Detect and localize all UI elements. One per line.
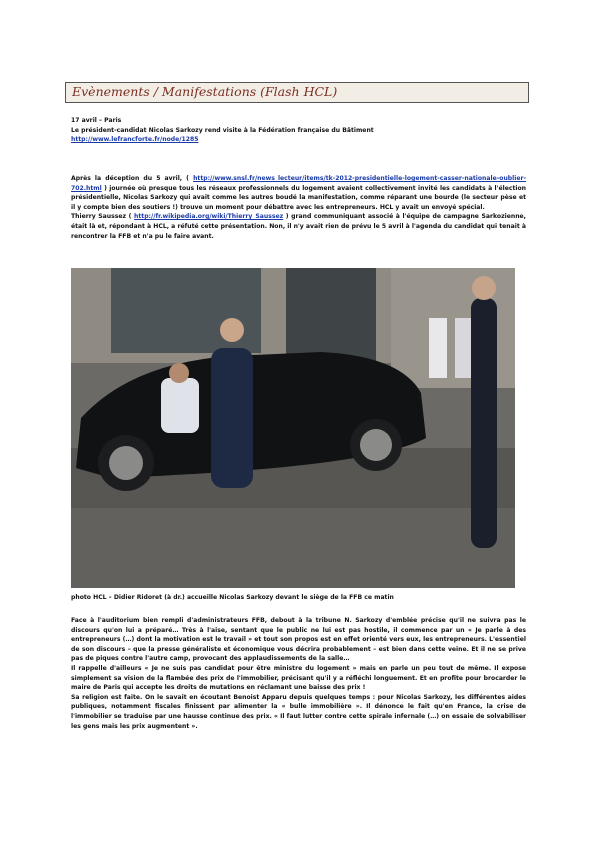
intro-paragraph-1 — [71, 174, 526, 212]
intro-text — [71, 174, 526, 241]
body-paragraph-1: Face à l'auditorium bien rempli d'administrateurs FFB, debout à la tribune N. Sarkozy d'emblée précise qu'il ne suivra pas le discours qu'on lui a préparé… Très à l'aise, sentant que le public ne lui est pas hostile, il commence par un « Je parle à des entrepreneurs (…) dont la motivation est le travail » et tout son propos est en effet orienté vers eux, les entrepreneurs. L'essentiel de son discours – que la presse généraliste et économique vous décrira probablement – est bien dans cette veine. Et il ne se prive pas de piques contre l'autre camp, provocant des applaudissements de la salle… — [71, 617, 526, 663]
article-headline: Le président-candidat Nicolas Sarkozy rend visite à la Fédération française du Bâtiment — [71, 126, 374, 134]
body-paragraph-3: Sa religion est faite. On le savait en écoutant Benoist Apparu depuis quelques temps : pour Nicolas Sarkozy, les différentes aides publiques, notamment fiscales finissent par alimenter la « bulle immobilière ». Il dénonce le fait qu'en France, la crise de l'immobilier se traduise par une hausse continue des prix. « Il faut lutter contre cette spirale infernale (…) on essaie de solvabiliser les gens mais les prix augmentent ». — [71, 693, 526, 730]
photo-illustration — [71, 268, 515, 588]
photo-caption: photo HCL – Didier Ridoret (à dr.) accueille Nicolas Sarkozy devant le siège de la FFB ce matin — [71, 594, 394, 601]
section-banner — [65, 82, 529, 103]
article-header — [71, 116, 526, 145]
intro-p2-start: Thierry Saussez ( — [71, 213, 132, 221]
intro-p1-start: Après la déception du 5 avril, ( — [71, 175, 189, 182]
intro-p1-end: ) journée où presque tous les réseaux professionnels du logement avaient collectivement invité les candidats à l'élection présidentielle, Nicolas Sarkozy qui avait comme les autres boudé la manifestation, comme réparant une bourde (le secteur pèse et il y compte bien des soutiers !) trouve un moment pour débattre avec les entrepreneurs. HCL y avait un envoyé spécial. — [71, 184, 526, 211]
article-body — [71, 616, 526, 731]
wikipedia-link[interactable]: http://fr.wikipedia.org/wiki/Thierry_Saussez — [134, 213, 284, 221]
body-paragraph-2: Il rappelle d'ailleurs « Je ne suis pas candidat pour être ministre du logement » mais en parle un peu tout de même. Il expose simplement sa vision de la flambée des prix de l'immobilier, précisant qu'il y a réfléchi longuement. Et en profite pour brocarder le maire de Paris qui accepte les droits de mutations en réclamant une baisse des prix ! — [71, 664, 526, 692]
intro-p2-end: ) grand communiquant associé à l'équipe de campagne Sarkozienne, était là et, répondant à HCL, a réfuté cette présentation. Non, il n'y avait rien de prévu le 5 avril à l'agenda du candidat qui tenait à rencontrer la FFB et n'a pu le faire avant. — [71, 213, 526, 240]
article-link[interactable]: http://www.lefrancforte.fr/node/1285 — [71, 136, 199, 144]
section-title: Evènements / Manifestations (Flash HCL) — [72, 84, 338, 99]
intro-paragraph-2 — [71, 212, 526, 241]
article-date: 17 avril – Paris — [71, 117, 122, 124]
snsl-link[interactable]: http://www.snsl.fr/news_lecteur/items/tk-2012-presidentielle-logement-casser-nationale-oublier-702.html — [71, 175, 526, 192]
event-photo — [71, 268, 515, 588]
